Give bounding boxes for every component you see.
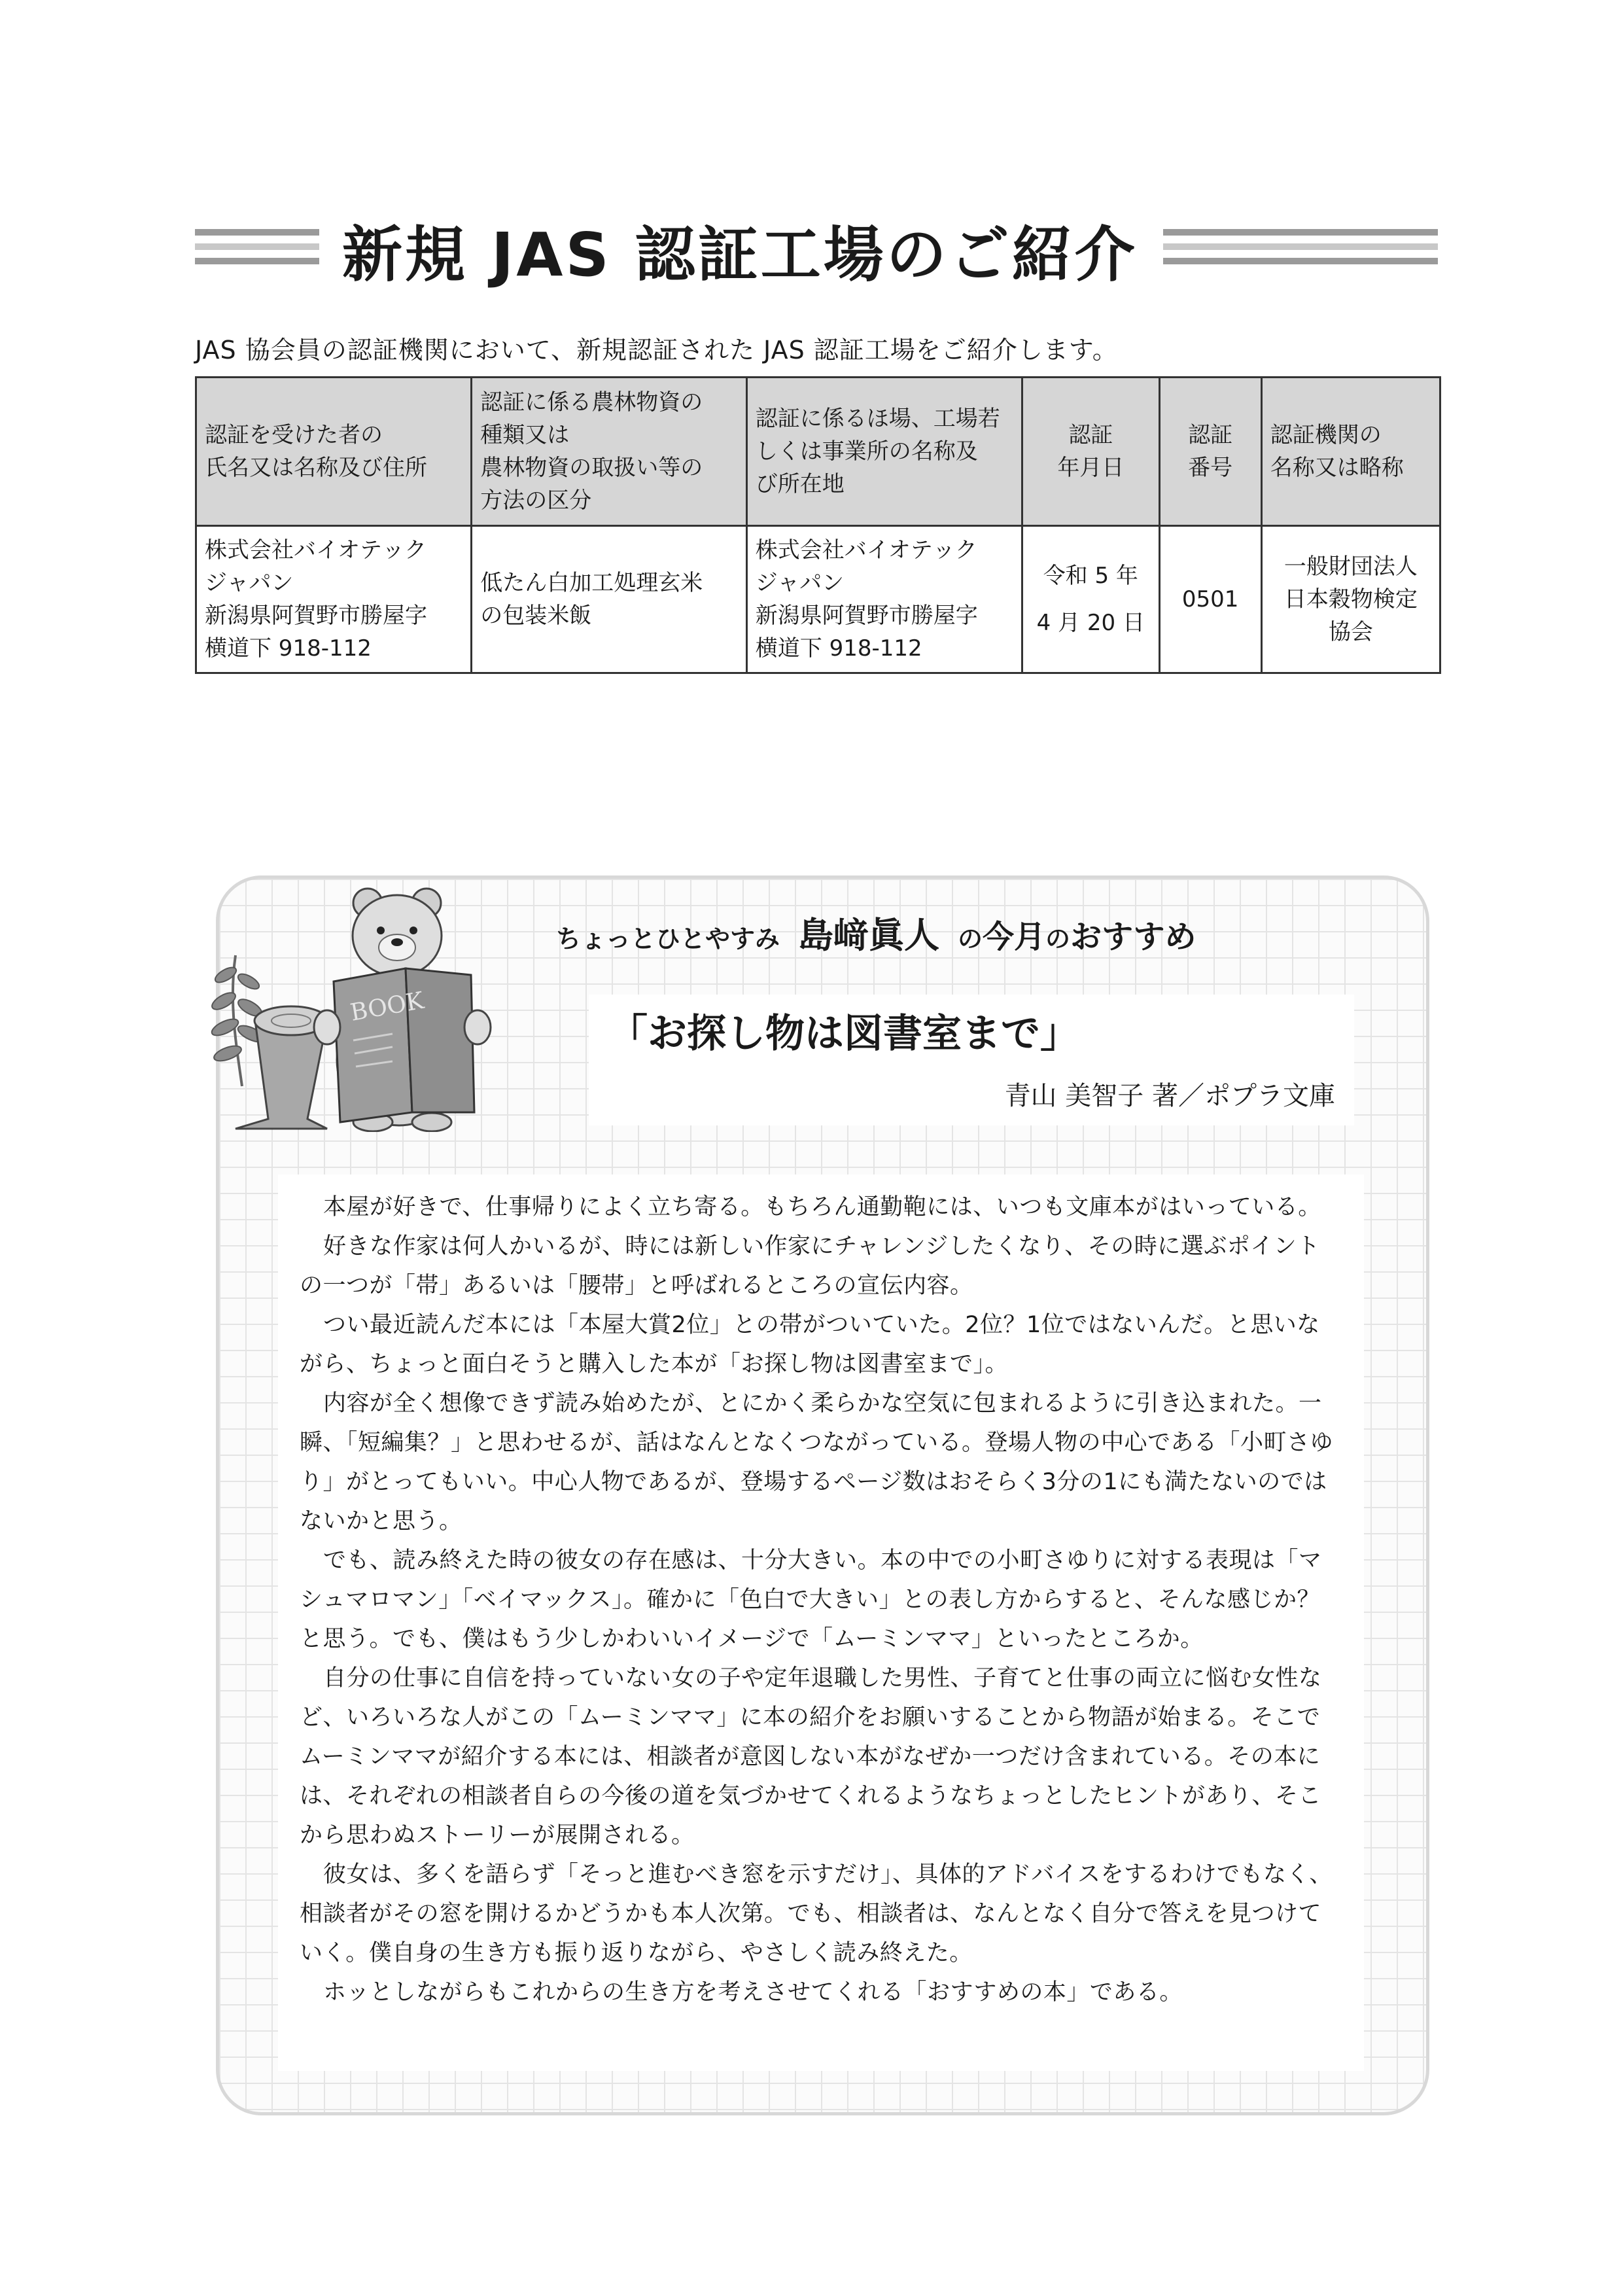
header-certified-party: 認証を受けた者の 氏名又は名称及び住所 (196, 378, 472, 526)
cell-certified-party: 株式会社バイオテック ジャパン 新潟県阿賀野市勝屋字 横道下 918-112 (196, 526, 472, 673)
essay-body (300, 1188, 1341, 2012)
certification-table (195, 376, 1441, 674)
heading-decoration-left (195, 229, 319, 281)
essay-paragraph: 本屋が好きで、仕事帰りによく立ち寄る。もちろん通勤鞄には、いつも文庫本がはいっている。 (323, 1194, 1321, 1220)
bear-reading-book-illustration (196, 870, 536, 1132)
cell-number: 0501 (1159, 526, 1261, 673)
essay-paragraph: 内容が全く想像できず読み始めたが、とにかく柔らかな空気に包まれるように引き込まれた。一瞬、「短編集？」と思わせるが、話はなんとなくつながっている。登場人物の中心である「小町さゆり」がとってもいい。中心人物であるが、登場するページ数はおそらく3分の1にも満たないのではないかと思う。 (300, 1390, 1334, 1534)
header-number: 認証 番号 (1159, 378, 1261, 526)
header-certifying-body: 認証機関の 名称又は略称 (1261, 378, 1440, 526)
header-prefix: ちょっとひとやすみ (556, 925, 780, 953)
cell-date: 令和 5 年 4 月 20 日 (1022, 526, 1159, 673)
header-date: 認証 年月日 (1022, 378, 1159, 526)
section-heading (195, 216, 1438, 294)
essay-paragraph: ホッとしながらもこれからの生き方を考えさせてくれる「おすすめの本」である。 (323, 1979, 1183, 2005)
essay-paragraph: 自分の仕事に自信を持っていない女の子や定年退職した男性、子育てと仕事の両立に悩む女性など、いろいろな人がこの「ムーミンママ」に本の紹介をお願いすることから物語が始まる。そこでムーミンママが紹介する本には、相談者が意図しない本がなぜか一つだけ含まれている。その本には、それぞれの相談者自らの今後の道を気づかせてくれるようなちょっとしたヒントがあり、そこから思わぬストーリーが展開される。 (300, 1665, 1322, 1848)
essay-paragraph: 好きな作家は何人かいるが、時には新しい作家にチャレンジしたくなり、その時に選ぶポイントの一つが「帯」あるいは「腰帯」と呼ばれるところの宣伝内容。 (300, 1233, 1320, 1299)
table-header-row (196, 378, 1440, 526)
table-row (196, 526, 1440, 673)
page-title: 新規 JAS 認証工場のご紹介 (342, 220, 1138, 290)
book-author: 青山 美智子 著／ポプラ文庫 (1004, 1081, 1335, 1111)
essay-paragraph: でも、読み終えた時の彼女の存在感は、十分大きい。本の中での小町さゆりに対する表現は「マシュマロマン」「ベイマックス」。確かに「色白で大きい」との表し方からすると、そんな感じか？と思う。でも、僕はもう少しかわいいイメージで「ムーミンママ」といったところか。 (300, 1547, 1322, 1652)
book-title: 「お探し物は図書室まで」 (608, 1011, 1079, 1057)
intro-text: JAS 協会員の認証機関において、新規認証された JAS 認証工場をご紹介します。 (195, 336, 1118, 364)
heading-decoration-right (1163, 229, 1438, 281)
cell-facility: 株式会社バイオテック ジャパン 新潟県阿賀野市勝屋字 横道下 918-112 (746, 526, 1022, 673)
column-header: ちょっとひとやすみ 島﨑眞人 の今月のおすすめ (556, 915, 1196, 956)
book-icon (314, 968, 491, 1122)
essay-paragraph: 彼女は、多くを語らず「そっと進むべき窓を示すだけ」、具体的アドバイスをするわけでもなく、相談者がその窓を開けるかどうかも本人次第。でも、相談者は、なんとなく自分で答えを見つけていく。僕自身の生き方も振り返りながら、やさしく読み終えた。 (300, 1862, 1333, 1966)
header-product: 認証に係る農林物資の 種類又は 農林物資の取扱い等の 方法の区分 (472, 378, 747, 526)
essay-paragraph: つい最近読んだ本には「本屋大賞2位」との帯がついていた。2位？1位ではないんだ。と思いながら、ちょっと面白そうと購入した本が「お探し物は図書室まで」。 (300, 1312, 1320, 1377)
cell-product: 低たん白加工処理玄米 の包装米飯 (472, 526, 747, 673)
header-facility: 認証に係るほ場、工場若 しくは事業所の名称及 び所在地 (746, 378, 1022, 526)
book-cover-label: BOOK (348, 987, 426, 1027)
cell-certifying-body: 一般財団法人 日本穀物検定 協会 (1261, 526, 1440, 673)
columnist-name: 島﨑眞人 (798, 915, 940, 956)
